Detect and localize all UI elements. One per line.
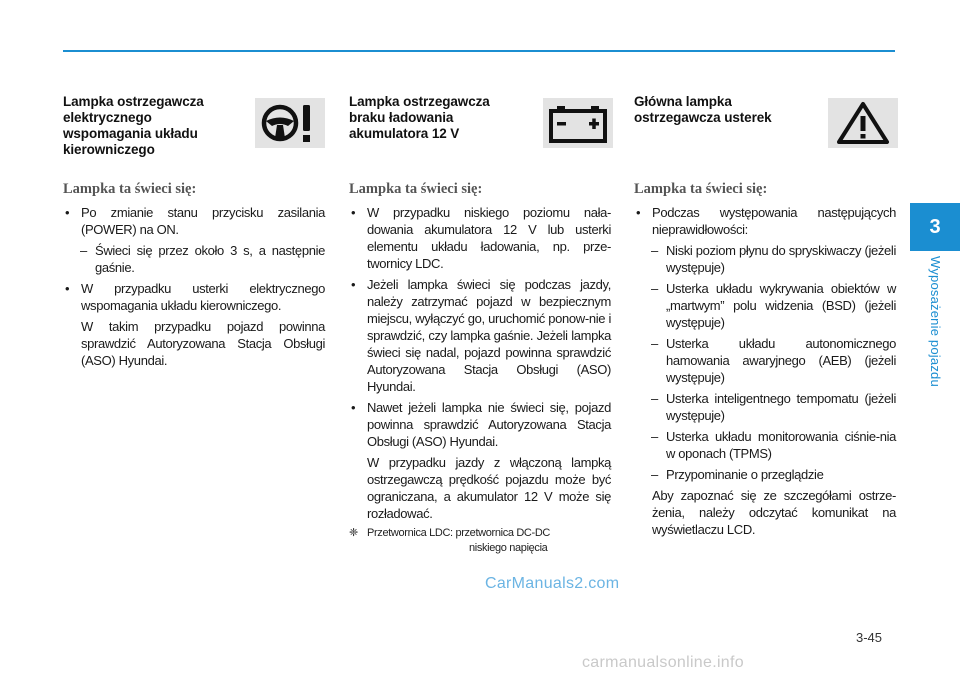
list-item: – Usterka układu monitorowania ciśnie-nia w oponach (TPMS) — [634, 428, 896, 462]
list-item: – Usterka inteligentnego tempomatu (jeżeli występuje) — [634, 390, 896, 424]
list-item: – Usterka układu wykrywania obiektów w „martwym” polu widzenia (BSD) (jeżeli występuje) — [634, 280, 896, 331]
section-body — [634, 204, 896, 538]
section-title: Lampka ostrzegawcza braku ładowania akumulatora 12 V — [349, 94, 490, 141]
section-subtitle: Lampka ta świeci się: — [63, 181, 197, 197]
list-item: • W przypadku usterki elektrycznego wspomagania układu kierowniczego. — [63, 280, 325, 314]
footnote — [349, 526, 611, 556]
section-header — [634, 94, 896, 168]
list-item: • Podczas występowania następujących nieprawidłowości: — [634, 204, 896, 238]
chapter-tab: 3 — [910, 203, 960, 251]
section-master-warning — [634, 92, 896, 542]
paragraph: Aby zapoznać się ze szczegółami ostrze-żenia, należy odczytać komunikat na wyświetlaczu LCD. — [652, 488, 896, 537]
section-title: Lampka ostrzegawcza elektrycznego wspomagania układu kierowniczego — [63, 94, 204, 157]
paragraph: W przypadku jazdy z włączoną lampką ostrzegawczą prędkość pojazdu może być ograniczana, a akumulator 12 V może się rozładować. — [367, 455, 611, 521]
list-item: – Przypominanie o przeglądzie — [634, 466, 896, 483]
section-subtitle: Lampka ta świeci się: — [634, 181, 768, 197]
section-subtitle: Lampka ta świeci się: — [349, 181, 483, 197]
section-title: Główna lampka ostrzegawcza usterek — [634, 94, 772, 125]
section-body — [63, 204, 325, 369]
section-body — [349, 204, 611, 556]
section-power-steering — [63, 92, 325, 373]
page-number: 3-45 — [856, 630, 883, 645]
note-mark: ❈ — [349, 527, 358, 539]
list-item: • Nawet jeżeli lampka nie świeci się, pojazd powinna sprawdzić Autoryzowana Stacja Obsługi (ASO) Hyundai. — [349, 399, 611, 450]
steering-warning-icon — [255, 98, 325, 148]
section-battery-charging — [349, 92, 611, 556]
watermark-bottom: carmanualsonline.info — [582, 654, 744, 671]
section-header — [63, 94, 325, 168]
section-header — [349, 94, 611, 168]
header-rule — [63, 50, 895, 52]
list-item: • Jeżeli lampka świeci się podczas jazdy, należy zatrzymać pojazd w bezpiecznym miejscu, wyłączyć go, uruchomić ponow-nie i sprawdzić, czy lampka gaśnie. Jeżeli lampka świeci się nadal, pojazd powinna sprawdzić Autoryzowana Stacja Obsługi (ASO) Hyundai. — [349, 276, 611, 395]
note-line: Przetwornica LDC: przetwornica DC-DC — [367, 527, 551, 539]
note-line: niskiego napięcia — [469, 542, 548, 554]
list-item: • W przypadku niskiego poziomu nała-dowania akumulatora 12 V lub usterki elementu układu ładowania, np. prze-twornicy LDC. — [349, 204, 611, 272]
watermark-top: CarManuals2.com — [485, 575, 620, 592]
chapter-label-text: Wyposażenie pojazdu — [928, 256, 943, 387]
battery-icon — [543, 98, 613, 148]
warning-triangle-icon — [828, 98, 898, 148]
list-item: – Niski poziom płynu do spryskiwaczy (jeżeli występuje) — [634, 242, 896, 276]
paragraph: W takim przypadku pojazd powinna sprawdzić Autoryzowana Stacja Obsługi (ASO) Hyundai. — [81, 319, 325, 368]
list-item: • Po zmianie stanu przycisku zasilania (POWER) na ON. — [63, 204, 325, 238]
list-item: – Świeci się przez około 3 s, a następnie gaśnie. — [63, 242, 325, 276]
list-item: – Usterka układu autonomicznego hamowania awaryjnego (AEB) (jeżeli występuje) — [634, 335, 896, 386]
